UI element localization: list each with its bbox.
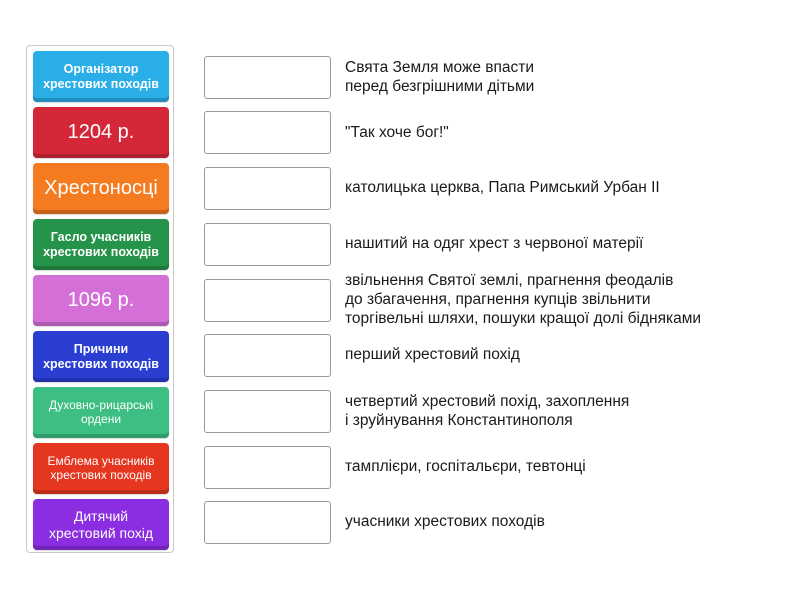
- drop-slot-2[interactable]: [204, 111, 331, 154]
- drop-slot-4[interactable]: [204, 223, 331, 266]
- tile-crusaders[interactable]: [33, 163, 169, 214]
- tile-label: Емблема учасників хрестових походів: [47, 453, 155, 482]
- tile-bank: [26, 45, 174, 553]
- drop-slot-9[interactable]: [204, 501, 331, 544]
- tile-label: Причини хрестових походів: [43, 342, 159, 371]
- description-3: католицька церква, Папа Римський Урбан II: [345, 179, 660, 196]
- description-9: учасники хрестових походів: [345, 513, 545, 530]
- description-1: Свята Земля може впасти перед безгрішними дітьми: [345, 59, 535, 95]
- drop-slot-1[interactable]: [204, 56, 331, 99]
- drop-slot-7[interactable]: [204, 390, 331, 433]
- tile-label: 1204 р.: [67, 121, 135, 143]
- tile-label: Дитячий хрестовий похід: [48, 508, 154, 541]
- description-8: тамплієри, госпітальєри, тевтонці: [345, 458, 586, 475]
- tile-crusade-causes[interactable]: [33, 331, 169, 382]
- description-5: звільнення Святої землі, прагнення феодалів до збагачення, прагнення купців звільнити торгівельні шляхи, пошуки кращої долі бідняками: [345, 272, 702, 327]
- tile-label: 1096 р.: [67, 289, 135, 311]
- drop-slot-3[interactable]: [204, 167, 331, 210]
- tile-1204[interactable]: [33, 107, 169, 158]
- description-7: четвертий хрестовий похід, захоплення і зруйнування Константинополя: [345, 393, 630, 429]
- tile-label: Духовно-рицарські ордени: [48, 397, 154, 426]
- drop-slot-6[interactable]: [204, 334, 331, 377]
- tile-crusade-organizer[interactable]: [33, 51, 169, 102]
- description-2: "Так хоче бог!": [345, 124, 449, 141]
- drop-slot-5[interactable]: [204, 279, 331, 322]
- tile-label: Хрестоносці: [44, 177, 158, 199]
- description-4: нашитий на одяг хрест з червоної матерії: [345, 235, 644, 252]
- tile-crusade-emblem[interactable]: [33, 443, 169, 494]
- tile-crusade-slogan[interactable]: [33, 219, 169, 270]
- tile-1096[interactable]: [33, 275, 169, 326]
- drop-slot-8[interactable]: [204, 446, 331, 489]
- description-6: перший хрестовий похід: [345, 346, 520, 363]
- tile-military-orders[interactable]: [33, 387, 169, 438]
- tile-label: Організатор хрестових походів: [43, 62, 159, 91]
- tile-label: Гасло учасників хрестових походів: [43, 230, 159, 259]
- tile-childrens-crusade[interactable]: [33, 499, 169, 550]
